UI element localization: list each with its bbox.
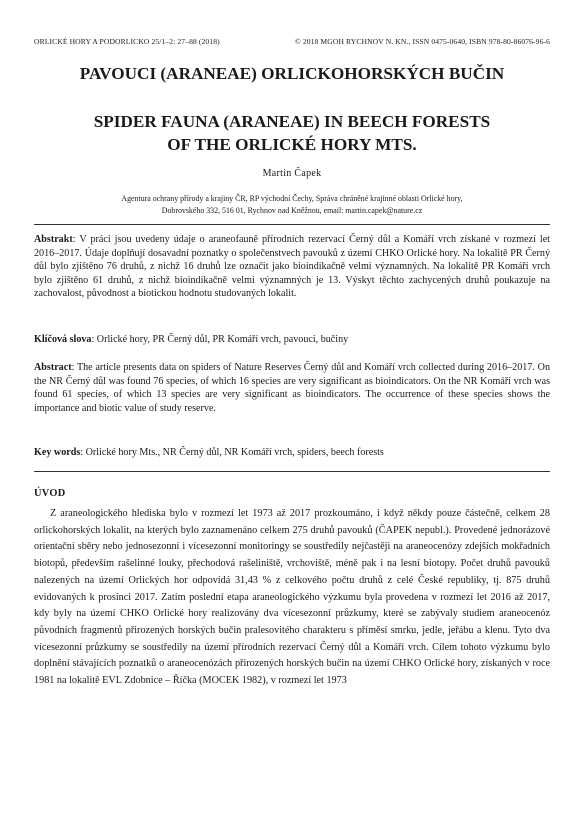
key-words-paragraph	[34, 446, 550, 460]
key-words-label: Key words	[34, 447, 81, 458]
author-name: Martin Čapek	[262, 168, 322, 179]
klicova-slova-text: : Orlické hory, PR Černý důl, PR Komáří vrch, pavouci, bučiny	[91, 334, 349, 345]
klicova-slova-label: Klíčová slova	[34, 334, 92, 345]
english-title	[34, 110, 550, 156]
english-title-line-2: OF THE ORLICKÉ HORY MTS.	[167, 135, 417, 154]
running-header	[34, 37, 550, 46]
bottom-divider	[34, 471, 550, 472]
abstract-paragraph	[34, 361, 550, 415]
journal-citation: ORLICKÉ HORY A PODORLICKO 25/1–2: 27–88 (2018)	[34, 37, 220, 46]
english-title-line-1: SPIDER FAUNA (ARANEAE) IN BEECH FORESTS	[93, 112, 491, 131]
affiliation	[34, 193, 550, 217]
abstract-label: Abstract	[34, 362, 72, 373]
czech-title: PAVOUCI (ARANEAE) ORLICKOHORSKÝCH BUČIN	[79, 64, 505, 83]
abstrakt-text: : V práci jsou uvedeny údaje o araneofauně přírodních rezervací Černý důl a Komáří vrch získané v rozmezí let 2016–2017. Údaje doplňují dosavadní poznatky o společenstvech pavouků z území CHKO Orlické hory. Na lokalitě PR Černý důl bylo zjištěno 76 druhů, z nichž 16 druhů lze označit jako bioindikačně velmi významných. Na lokalitě PR Komáří vrch bylo zjištěno 61 druhů, z nichž bioindikačně velmi významných je 13. Výskyt těchto zachycených druhů poukazuje na zachovalost, původnost a biotickou hodnotu studovaných lokalit.	[34, 234, 550, 300]
abstract-text: : The article presents data on spiders of Nature Reserves Černý důl and Komáří vrch collected during 2016–2017. On the NR Černý důl was found 76 species, of which 16 species are very significant as bioindicators. On the NR Komáří vrch was found 61 species, of which 13 species are very significant as bioindicators. The occurrence of these species shows the importance and biotic value of study reserve.	[34, 362, 550, 414]
affiliation-line-1: Agentura ochrany přírody a krajiny ČR, RP východní Čechy, Správa chráněné krajinné oblasti Orlické hory,	[121, 194, 463, 203]
abstrakt-paragraph	[34, 233, 550, 301]
copyright-line: © 2018 MGOH RYCHNOV N. KN., ISSN 0475-0640, ISBN 978-80-86076-96-6	[294, 37, 550, 46]
affiliation-line-2: Dobrovského 332, 516 01, Rychnov nad Kněžnou, email: martin.capek@nature.cz	[161, 206, 423, 215]
section-heading-uvod: ÚVOD	[34, 488, 66, 499]
klicova-slova-paragraph	[34, 333, 550, 347]
intro-body-text: Z araneologického hlediska bylo v rozmezí let 1973 až 2017 prozkoumáno, i když někdy pouze částečně, celkem 28 orlickohorských lokalit, na kterých bylo zaznamenáno celkem 275 druhů pavouků (ČAPEK nepubl.). Provedené jednorázové orientační sběry nebo jednosezonní i vícesezonní monitoringy se soustředily nejčastěji na araneocenózy zdejších mokřadních biotopů, především rašelinné louky, přechodová rašeliniště, vrchoviště, méně pak i na lesní biotopy. Počet druhů pavouků nalezených na území Orlických hor odpovídá 31,43 % z celkového počtu druhů z celé České republiky, tj. 875 druhů evidovaných k prosinci 2017. Zatím poslední etapa araneologického výzkumu byla provedena v rozmezí let 2016 až 2017, kdy byly na území CHKO Orlické hory realizovány dva vícesezonní průzkumy, které se zabývaly studiem araneocenóz původních fragmentů přirozených horských bučin pralesovitého charakteru s příměsí smrku, jedle, jeřábu a klenu. Tyto dva vícesezonní průzkumy se soustředily na území přírodních rezervací Černý důl a Komáří vrch. Cílem tohoto výzkumu bylo doplnění stávajících poznatků o araneocenózách přirozených horských bučin na území CHKO Orlické hory, získaných v roce 1981 na lokalitě EVL Zdobnice – Říčka (MOCEK 1982), v rozmezí let 1973	[34, 508, 550, 687]
key-words-text: : Orlické hory Mts., NR Černý důl, NR Komáří vrch, spiders, beech forests	[80, 447, 384, 458]
top-divider	[34, 224, 550, 225]
abstrakt-label: Abstrakt	[34, 234, 73, 245]
